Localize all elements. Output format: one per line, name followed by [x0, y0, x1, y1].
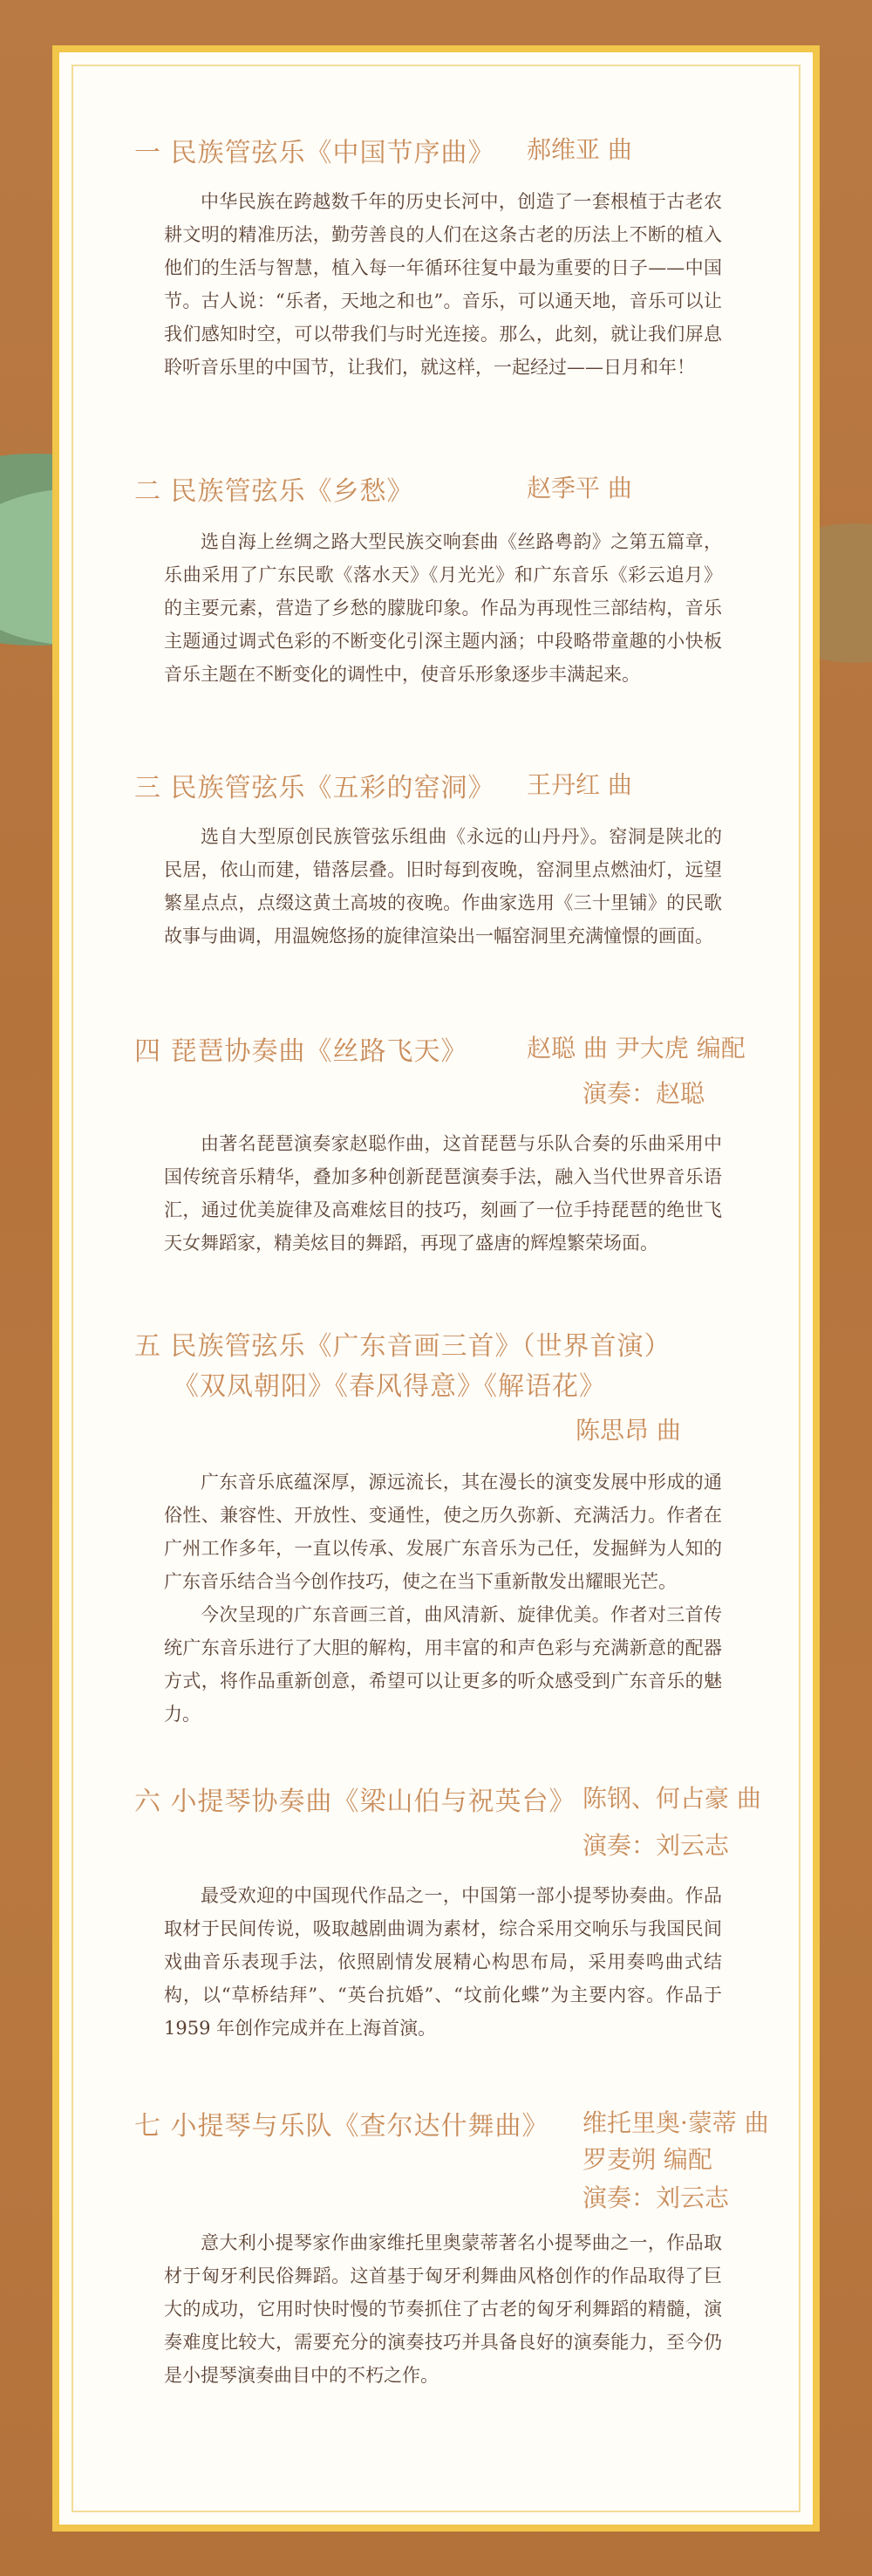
item-title: 一 民族管弦乐《中国节序曲》	[134, 138, 495, 168]
item-description: 由著名琵琶演奏家赵聪作曲，这首琵琶与乐队合奏的乐曲采用中国传统音乐精华，叠加多种创新琵琶演奏手法，融入当代世界音乐语汇，通过优美旋律及高难炫目的技巧，刻画了一位手持琵琶的绝世飞天女舞蹈家，精美炫目的舞蹈，再现了盛唐的辉煌繁荣场面。	[164, 1133, 722, 1254]
program-item-4	[80, 1029, 760, 1254]
item-title: 七 小提琴与乐队《查尔达什舞曲》	[134, 2111, 549, 2142]
item-title: 六 小提琴协奏曲《梁山伯与祝英台》	[134, 1787, 576, 1817]
item-composer: 维托里奥·蒙蒂 曲	[582, 2108, 769, 2137]
item-description: 广东音乐底蕴深厚，源远流长，其在漫长的演变发展中形成的通俗性、兼容性、开放性、变通性，使之历久弥新、充满活力。作者在广州工作多年，一直以传承、发展广东音乐为己任，发掘鲜为人知的广东音乐结合当今创作技巧，使之在当下重新散发出耀眼光芒。 今次呈现的广东音画三首，曲风清新、旋律优美。作者对三首传统广东音乐进行了大胆的解构，用丰富的和声色彩与充满新意的配器方式，将作品重新创意，希望可以让更多的听众感受到广东音乐的魅力。	[164, 1472, 722, 1725]
item-description: 意大利小提琴家作曲家维托里奥蒙蒂著名小提琴曲之一，作品取材于匈牙利民俗舞蹈。这首基于匈牙利舞曲风格创作的作品取得了巨大的成功，它用时快时慢的节奏抓住了古老的匈牙利舞蹈的精髓，演奏难度比较大，需要充分的演奏技巧并具备良好的演奏能力，至今仍是小提琴演奏曲目中的不朽之作。	[164, 2232, 722, 2386]
item-composer: 赵季平 曲	[527, 474, 632, 502]
item-arranger: 罗麦朔 编配	[582, 2145, 712, 2174]
item-composer: 陈钢、何占豪 曲	[582, 1784, 761, 1813]
item-performer: 演奏：刘云志	[582, 1831, 730, 1860]
item-title: 二 民族管弦乐《乡愁》	[134, 476, 414, 507]
item-composer: 王丹红 曲	[527, 770, 632, 799]
item-description: 中华民族在跨越数千年的历史长河中，创造了一套根植于古老农耕文明的精准历法，勤劳善良的人们在这条古老的历法上不断的植入他们的生活与智慧，植入每一年循环往复中最为重要的日子——中国节。古人说：“乐者，天地之和也”。音乐，可以通天地，音乐可以让我们感知时空，可以带我们与时光连接。那么，此刻，就让我们屏息聆听音乐里的中国节，让我们，就这样，一起经过——日月和年！	[164, 191, 722, 378]
program-item-3	[80, 766, 760, 946]
item-subtitle: 《双凤朝阳》《春风得意》《解语花》	[173, 1371, 606, 1402]
item-performer: 演奏：赵聪	[582, 1079, 705, 1108]
program-item-2	[80, 469, 760, 685]
item-title: 四 琵琶协奏曲《丝路飞天》	[134, 1036, 468, 1067]
program-item-1	[80, 131, 760, 378]
item-description: 选自海上丝绸之路大型民族交响套曲《丝路粤韵》之第五篇章，乐曲采用了广东民歌《落水天》《月光光》和广东音乐《彩云追月》的主要元素，营造了乡愁的朦胧印象。作品为再现性三部结构，音乐主题通过调式色彩的不断变化引深主题内涵；中段略带童趣的小快板音乐主题在不断变化的调性中，使音乐形象逐步丰满起来。	[164, 531, 722, 685]
item-description: 最受欢迎的中国现代作品之一，中国第一部小提琴协奏曲。作品取材于民间传说，吸取越剧曲调为素材，综合采用交响乐与我国民间戏曲音乐表现手法，依照剧情发展精心构思布局，采用奏鸣曲式结构，以“草桥结拜”、“英台抗婚”、“坟前化蝶”为主要内容。作品于 1959 年创作完成并在上海首演。	[164, 1885, 722, 2039]
item-title: 五 民族管弦乐《广东音画三首》（世界首演）	[134, 1331, 671, 1362]
program-item-5	[80, 1324, 760, 1725]
item-description: 选自大型原创民族管弦乐组曲《永远的山丹丹》。窑洞是陕北的民居，依山而建，错落层叠。旧时每到夜晚，窑洞里点燃油灯，远望繁星点点，点缀这黄土高坡的夜晚。作曲家选用《三十里铺》的民歌故事与曲调，用温婉悠扬的旋律渲染出一幅窑洞里充满憧憬的画面。	[164, 826, 722, 946]
item-composer: 赵聪 曲 尹大虎 编配	[527, 1034, 746, 1063]
program-item-7	[80, 2104, 769, 2386]
item-composer: 陈思昂 曲	[576, 1416, 681, 1445]
item-performer: 演奏：刘云志	[582, 2183, 730, 2212]
item-title: 三 民族管弦乐《五彩的窑洞》	[134, 773, 495, 803]
item-composer: 郝维亚 曲	[527, 135, 632, 164]
program-item-6	[80, 1780, 761, 2039]
